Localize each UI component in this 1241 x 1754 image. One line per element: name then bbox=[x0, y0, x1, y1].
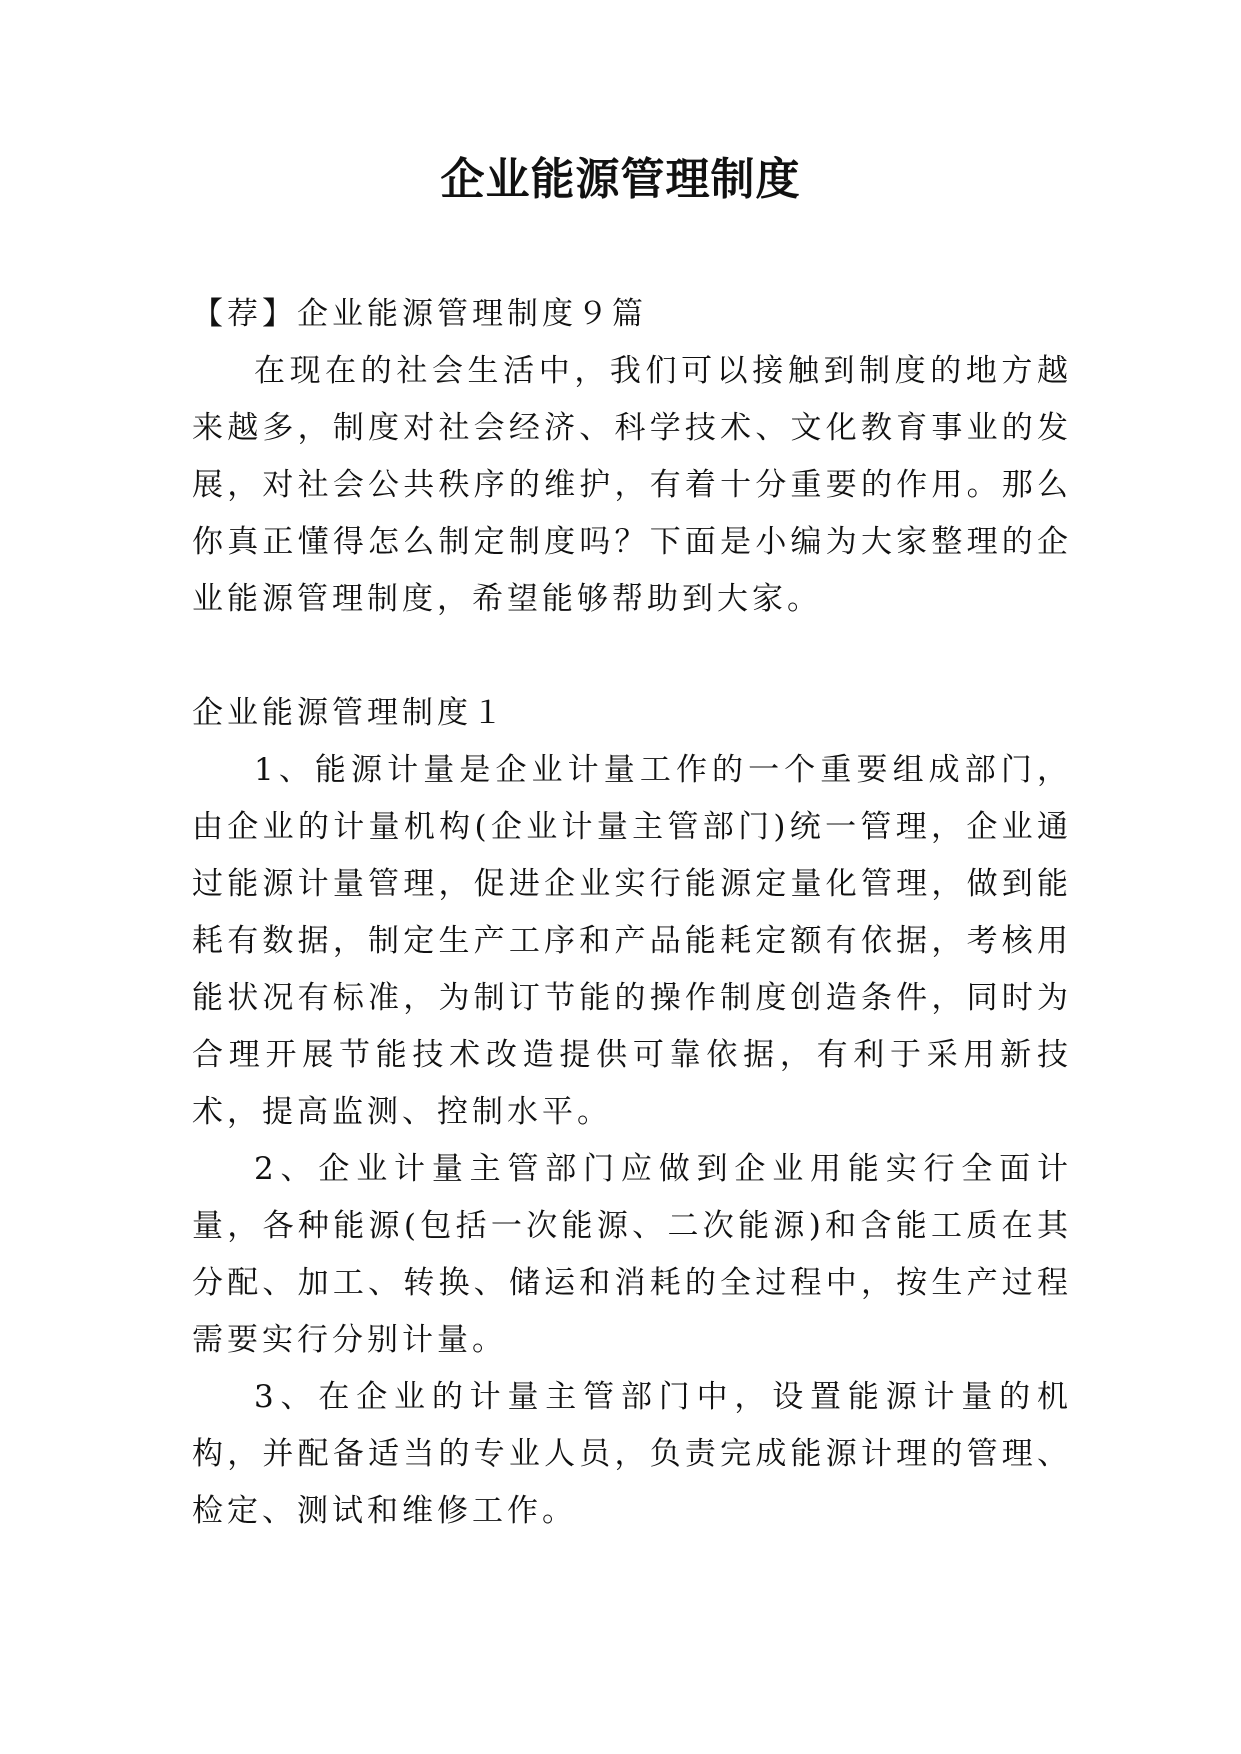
body-paragraph-3: 3、在企业的计量主管部门中，设置能源计量的机构，并配备适当的专业人员，负责完成能源计理的管理、检定、测试和维修工作。 bbox=[192, 1379, 1072, 1529]
document-subtitle: 【荐】企业能源管理制度９篇 bbox=[192, 296, 647, 332]
document-body bbox=[192, 286, 1072, 1540]
document-title: 企业能源管理制度 bbox=[440, 154, 801, 205]
intro-paragraph: 在现在的社会生活中，我们可以接触到制度的地方越来越多，制度对社会经济、科学技术、文化教育事业的发展，对社会公共秩序的维护，有着十分重要的作用。那么你真正懂得怎么制定制度吗？下面是小编为大家整理的企业能源管理制度，希望能够帮助到大家。 bbox=[192, 353, 1072, 617]
section-heading: 企业能源管理制度１ bbox=[192, 695, 507, 731]
body-paragraph-1: 1、能源计量是企业计量工作的一个重要组成部门，由企业的计量机构(企业计量主管部门)统一管理，企业通过能源计量管理，促进企业实行能源定量化管理，做到能耗有数据，制定生产工序和产品能耗定额有依据，考核用能状况有标准，为制订节能的操作制度创造条件，同时为合理开展节能技术改造提供可靠依据，有利于采用新技术，提高监测、控制水平。 bbox=[192, 752, 1072, 1130]
paragraph-spacer bbox=[192, 628, 1072, 685]
body-paragraph-2: 2、企业计量主管部门应做到企业用能实行全面计量，各种能源(包括一次能源、二次能源)和含能工质在其分配、加工、转换、储运和消耗的全过程中，按生产过程需要实行分别计量。 bbox=[192, 1151, 1072, 1358]
